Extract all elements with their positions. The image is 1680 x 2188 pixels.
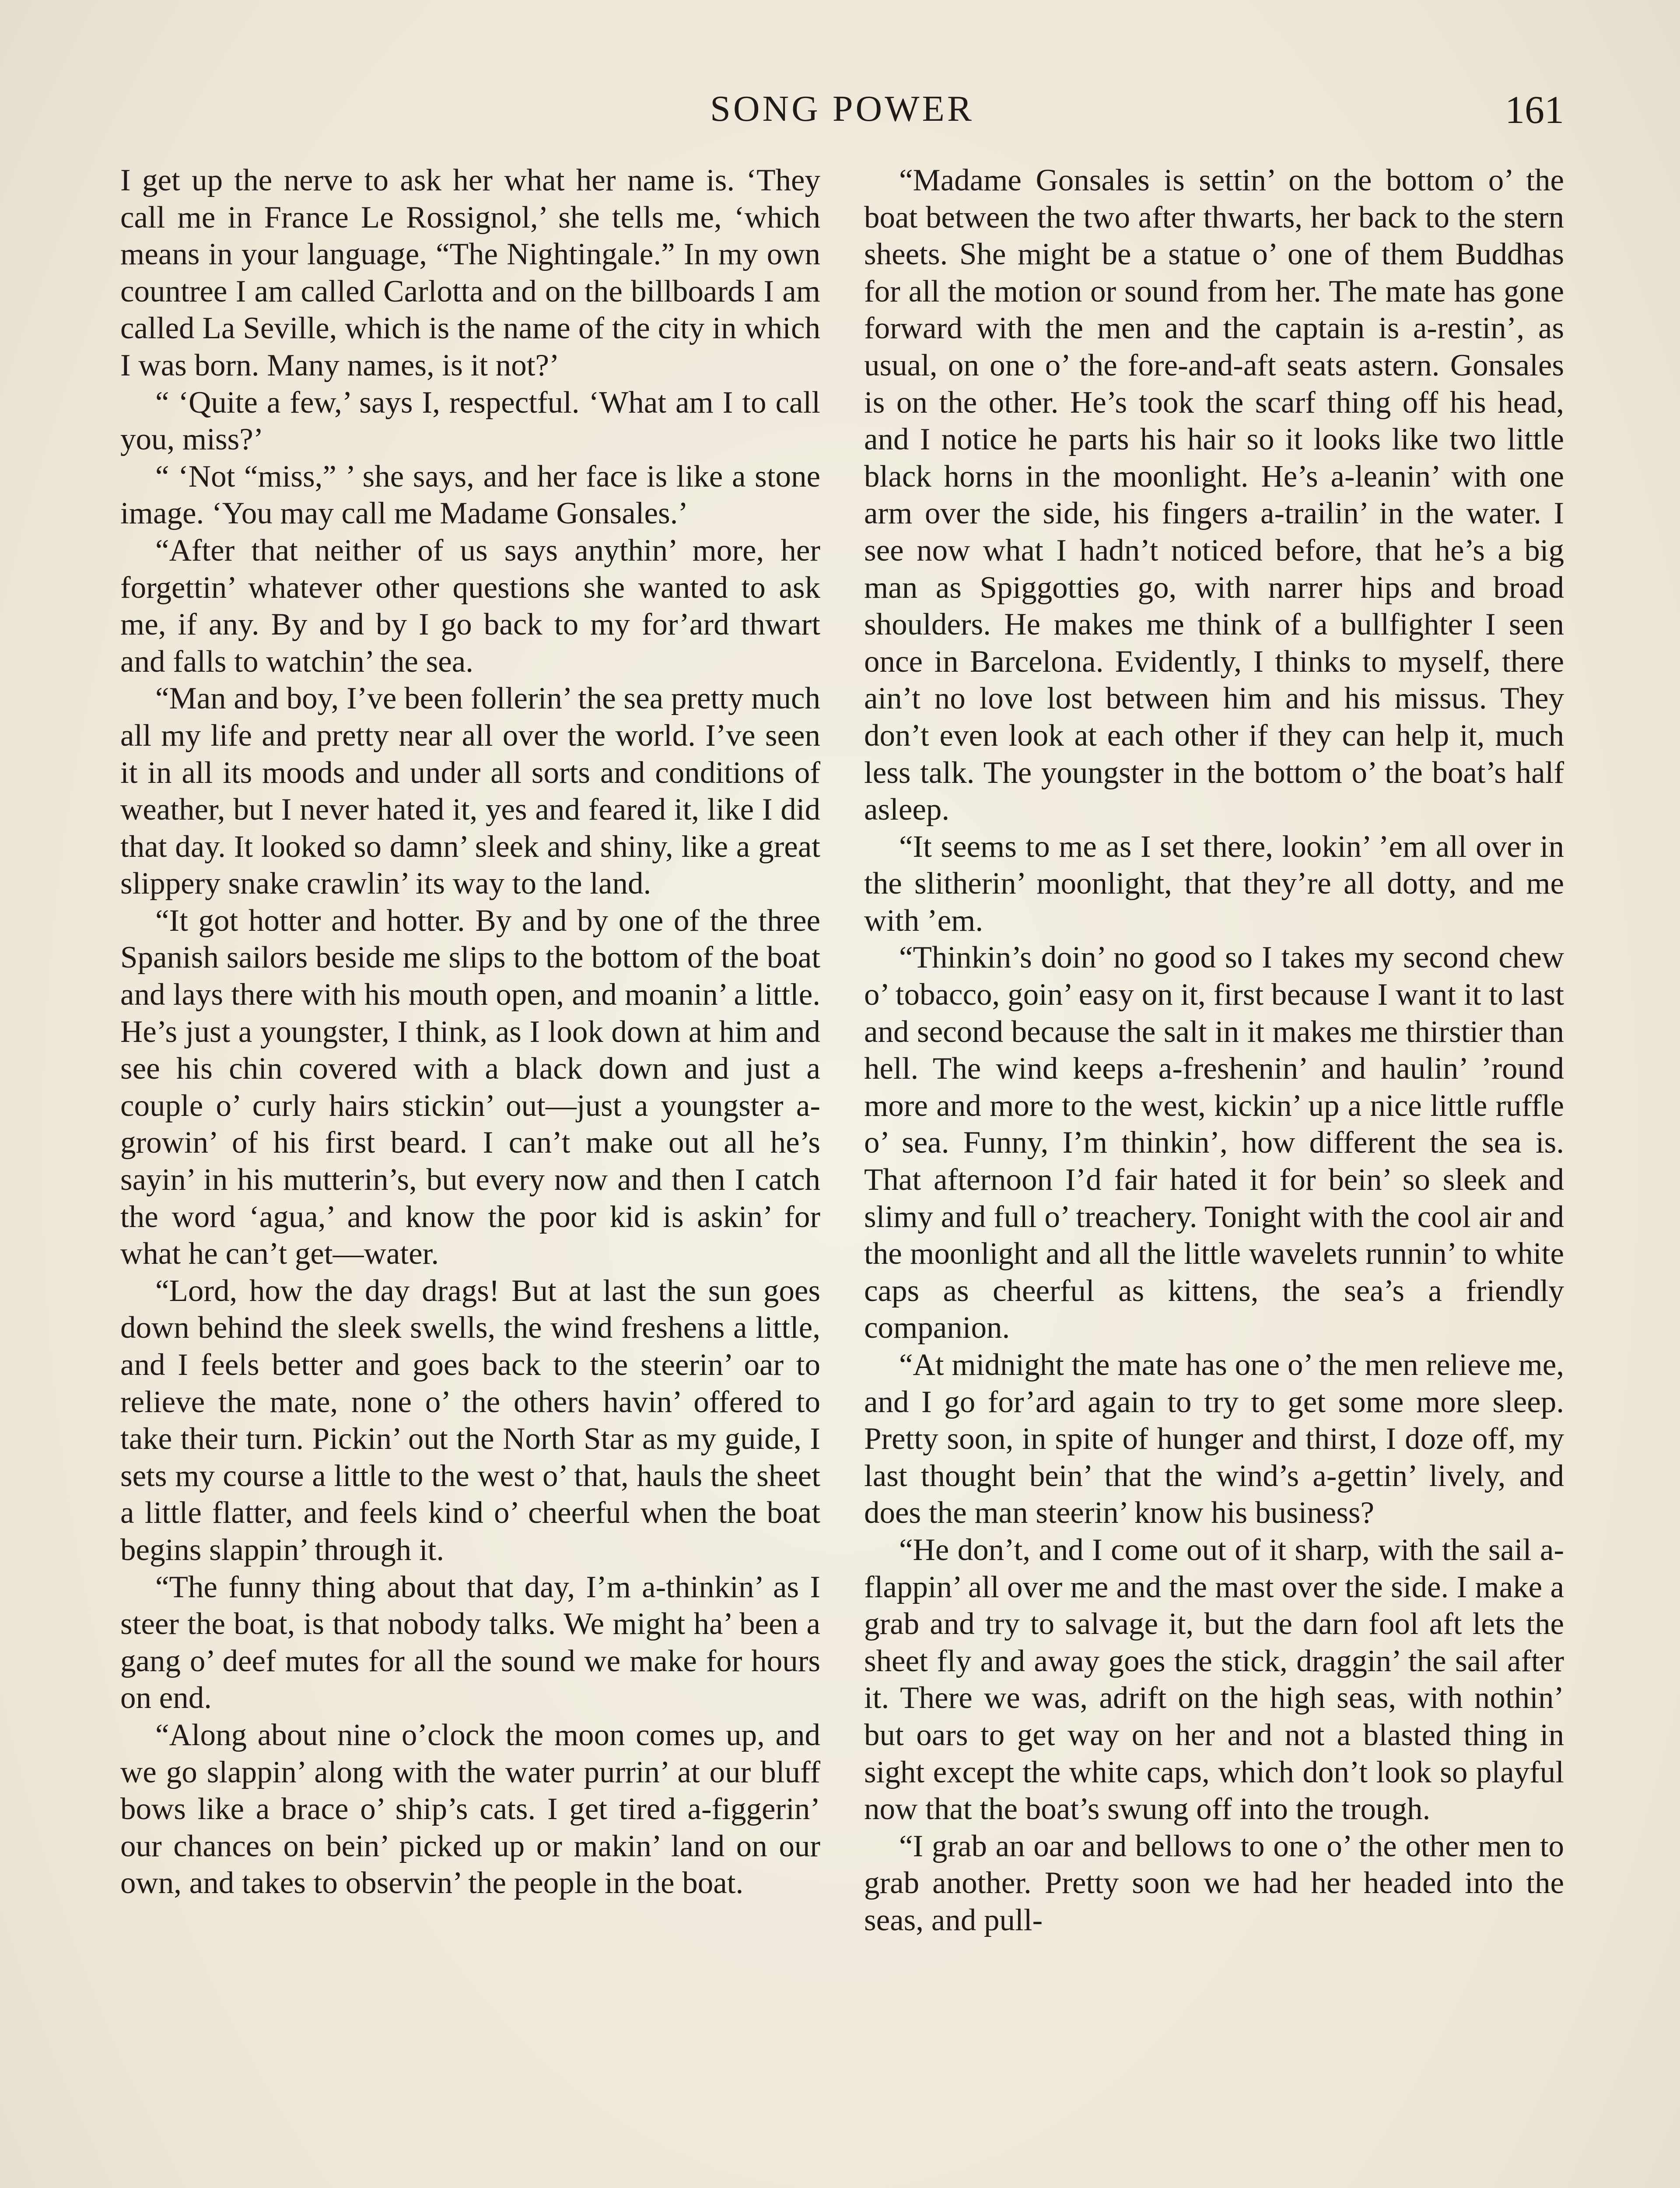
- paragraph: I get up the nerve to ask her what her name is. ‘They call me in France Le Rossignol,’ she tells me, ‘which means in your language, “The Nightingale.” In my own countree I am called Carlotta and on the billboards I am called La Seville, which is the name of the city in which I was born. Many names, is it not?’: [120, 163, 820, 382]
- paragraph: “The funny thing about that day, I’m a-thinkin’ as I steer the boat, is that nobody talks. We might ha’ been a gang o’ deef mutes for all the sound we make for hours on end.: [120, 1570, 820, 1715]
- paragraph: “I grab an oar and bellows to one o’ the other men to grab another. Pretty soon we had her headed into the seas, and pull-: [864, 1829, 1564, 1937]
- page-number: 161: [1505, 88, 1564, 132]
- paragraph: “After that neither of us says anythin’ more, her forgettin’ whatever other questions she wanted to ask me, if any. By and by I go back to my for’ard thwart and falls to watchin’ the sea.: [120, 533, 820, 679]
- paragraph: “At midnight the mate has one o’ the men relieve me, and I go for’ard again to try to get some more sleep. Pretty soon, in spite of hunger and thirst, I doze off, my last thought bein’ that the wind’s a-gettin’ lively, and does the man steerin’ know his business?: [864, 1348, 1564, 1530]
- running-title: SONG POWER: [710, 88, 974, 129]
- paragraph: “Lord, how the day drags! But at last the sun goes down behind the sleek swells, the wind freshens a little, and I feels better and goes back to the steerin’ oar to relieve the mate, none o’ the others havin’ offered to take their turn. Pickin’ out the North Star as my guide, I sets my course a little to the west o’ that, hauls the sheet a little flatter, and feels kind o’ cheerful when the boat begins slappin’ through it.: [120, 1273, 820, 1567]
- paragraph: “Thinkin’s doin’ no good so I takes my second chew o’ tobacco, goin’ easy on it, first because I want it to last and second because the salt in it makes me thirstier than hell. The wind keeps a-freshenin’ and haulin’ ’round more and more to the west, kickin’ up a nice little ruffle o’ sea. Funny, I’m thinkin’, how different the sea is. That afternoon I’d fair hated it for bein’ so sleek and slimy and full o’ treachery. Tonight with the cool air and the moonlight and all the little wavelets runnin’ to white caps as cheerful as kittens, the sea’s a friendly companion.: [864, 940, 1564, 1345]
- paragraph: “Madame Gonsales is settin’ on the bottom o’ the boat between the two after thwarts, her back to the stern sheets. She might be a statue o’ one of them Buddhas for all the motion or sound from her. The mate has gone forward with the men and the captain is a-restin’, as usual, on one o’ the fore-and-aft seats astern. Gonsales is on the other. He’s took the scarf thing off his head, and I notice he parts his hair so it looks like two little black horns in the moonlight. He’s a-leanin’ with one arm over the side, his fingers a-trailin’ in the water. I see now what I hadn’t noticed before, that he’s a big man as Spiggotties go, with narrer hips and broad shoulders. He makes me think of a bullfighter I seen once in Barcelona. Evidently, I thinks to myself, there ain’t no love lost between him and his missus. They don’t even look at each other if they can help it, much less talk. The youngster in the bottom o’ the boat’s half asleep.: [864, 163, 1564, 827]
- paragraph: “It got hotter and hotter. By and by one of the three Spanish sailors beside me slips to the bottom of the boat and lays there with his mouth open, and moanin’ a little. He’s just a youngster, I think, as I look down at him and see his chin covered with a black down and just a couple o’ curly hairs stickin’ out—just a youngster a-growin’ of his first beard. I can’t make out all he’s sayin’ in his mutterin’s, but every now and then I catch the word ‘agua,’ and know the poor kid is askin’ for what he can’t get—water.: [120, 903, 820, 1271]
- page-header: [120, 88, 1564, 149]
- paragraph: “ ‘Not “miss,” ’ she says, and her face is like a stone image. ‘You may call me Madame Gonsales.’: [120, 459, 820, 531]
- paragraph: “Man and boy, I’ve been follerin’ the sea pretty much all my life and pretty near all over the world. I’ve seen it in all its moods and under all sorts and conditions of weather, but I never hated it, yes and feared it, like I did that day. It looked so damn’ sleek and shiny, like a great slippery snake crawlin’ its way to the land.: [120, 681, 820, 901]
- right-text-column: [864, 162, 1564, 1939]
- paragraph: “It seems to me as I set there, lookin’ ’em all over in the slitherin’ moonlight, that they’re all dotty, and me with ’em.: [864, 829, 1564, 938]
- paragraph: “Along about nine o’clock the moon comes up, and we go slappin’ along with the water purrin’ at our bluff bows like a brace o’ ship’s cats. I get tired a-figgerin’ our chances on bein’ picked up or makin’ land on our own, and takes to observin’ the people in the boat.: [120, 1718, 820, 1900]
- paragraph: “ ‘Quite a few,’ says I, respectful. ‘What am I to call you, miss?’: [120, 385, 820, 457]
- left-text-column: [120, 162, 820, 1902]
- paragraph: “He don’t, and I come out of it sharp, with the sail a-flappin’ all over me and the mast over the side. I make a grab and try to salvage it, but the darn fool aft lets the sheet fly and away goes the stick, draggin’ the sail after it. There we was, adrift on the high seas, with nothin’ but oars to get way on her and not a blasted thing in sight except the white caps, which don’t look so playful now that the boat’s swung off into the trough.: [864, 1532, 1564, 1827]
